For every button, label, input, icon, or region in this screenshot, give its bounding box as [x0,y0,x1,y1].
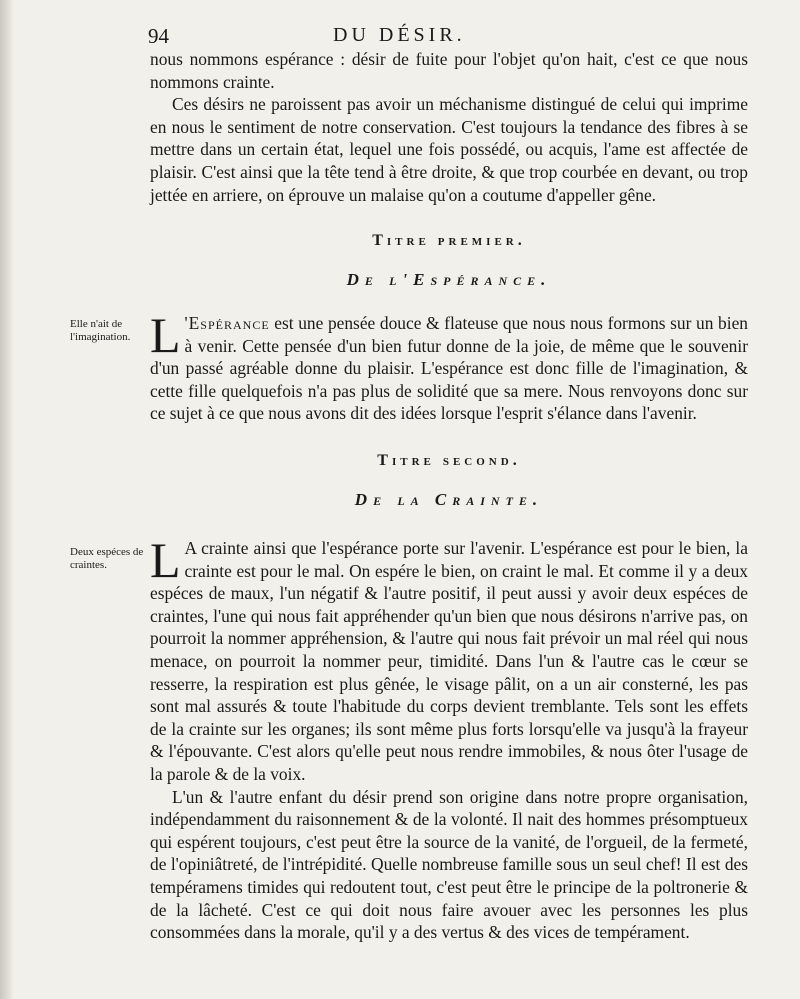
running-title: DU DÉSIR. [333,24,466,46]
dropcap-1: L [150,307,181,363]
section-2-text [150,532,748,944]
section-1-lead: 'Espérance [184,313,270,333]
section-1-heading: Titre premier. [372,232,526,249]
section-1-text [150,307,748,425]
section-2-body: A crainte ainsi que l'espérance porte sur l'avenir. L'espérance est pour le bien, la crainte est pour le mal. On espére le bien, on craint le mal. Et comme il y a deux espéces de maux, l'un négatif & l'autre positif, il peut aussi y avoir deux espéces de craintes, l'une qui nous fait appréhender qu'un bien que nous désirons n'arrive pas, on pourroit la nommer appréhension, & l'autre qui nous fait prévoir un mal réel qui nous menace, on pourroit la nommer peur, timidité. Dans l'un & l'autre cas le cœur se resserre, la respiration est plus gênée, le visage pâlit, on a un air consterné, les pas sont mal assurés & toute l'habitude du corps devient tremblante. Tels sont les effets de la crainte sur les organes; ils sont même plus forts lorsqu'elle va jusqu'à la frayeur & l'épouvante. C'est alors qu'elle peut nous rendre immobiles, & nous ôter l'usage de la parole & de la voix. [150,538,748,784]
margin-note-1: Elle n'ait de l'imagination. [70,318,131,343]
paragraph-1: nous nommons espérance : désir de fuite pour l'objet qu'on hait, c'est ce que nous nommons crainte. [150,49,748,92]
page-header [148,24,788,50]
intro-text [150,48,748,206]
paragraph-2: Ces désirs ne paroissent pas avoir un méchanisme distingué de celui qui imprime en nous le sentiment de notre conservation. C'est toujours la tendance des fibres à se mettre dans un certain état, lequel une fois possédé, ou acquis, l'ame est affectée de plaisir. C'est ainsi que la tête tend à être droite, & que trop courbée en devant, ou trop jettée en arriere, on éprouve un malaise qu'on a coutume d'appeller gêne. [150,94,748,205]
section-1-subtitle: De l'Espérance. [346,270,552,289]
section-2-heading: Titre second. [377,452,521,469]
dropcap-2: L [150,532,181,588]
section-2-paragraph-2: L'un & l'autre enfant du désir prend son origine dans notre propre organisation, indépendamment du raisonnement & de la volonté. Il nait des hommes présomptueux qui espérent toujours, c'est peut être la source de la vanité, de l'orgueil, de la fermeté, de l'opiniâtreté, de l'intrépidité. Quelle nombreuse famille sous un seul chef! Il est des tempéramens timides qui redoutent tout, c'est peut être le principe de la poltronerie & de la lâcheté. C'est ce qui doit nous faire avouer avec les personnes les plus consommées dans la morale, qu'il y a des vertus & des vices de tempérament. [150,786,748,943]
margin-note-2: Deux espéces de craintes. [70,546,144,571]
section-1-body: est une pensée douce & flateuse que nous nous formons sur un bien à venir. Cette pensée d'un bien futur donne de la joie, de même que le souvenir d'un passé agréable donne du plaisir. L'espérance est donc fille de l'imagination, & cette fille quelquefois n'a pas plus de solidité que sa mere. Nous renvoyons donc sur ce sujet à ce que nous avons dit des idées lorsque l'esprit s'élance dans l'avenir. [150,313,748,424]
page-number: 94 [148,24,169,48]
section-2-subtitle: De la Crainte. [354,490,544,509]
gutter-shadow [0,0,14,999]
